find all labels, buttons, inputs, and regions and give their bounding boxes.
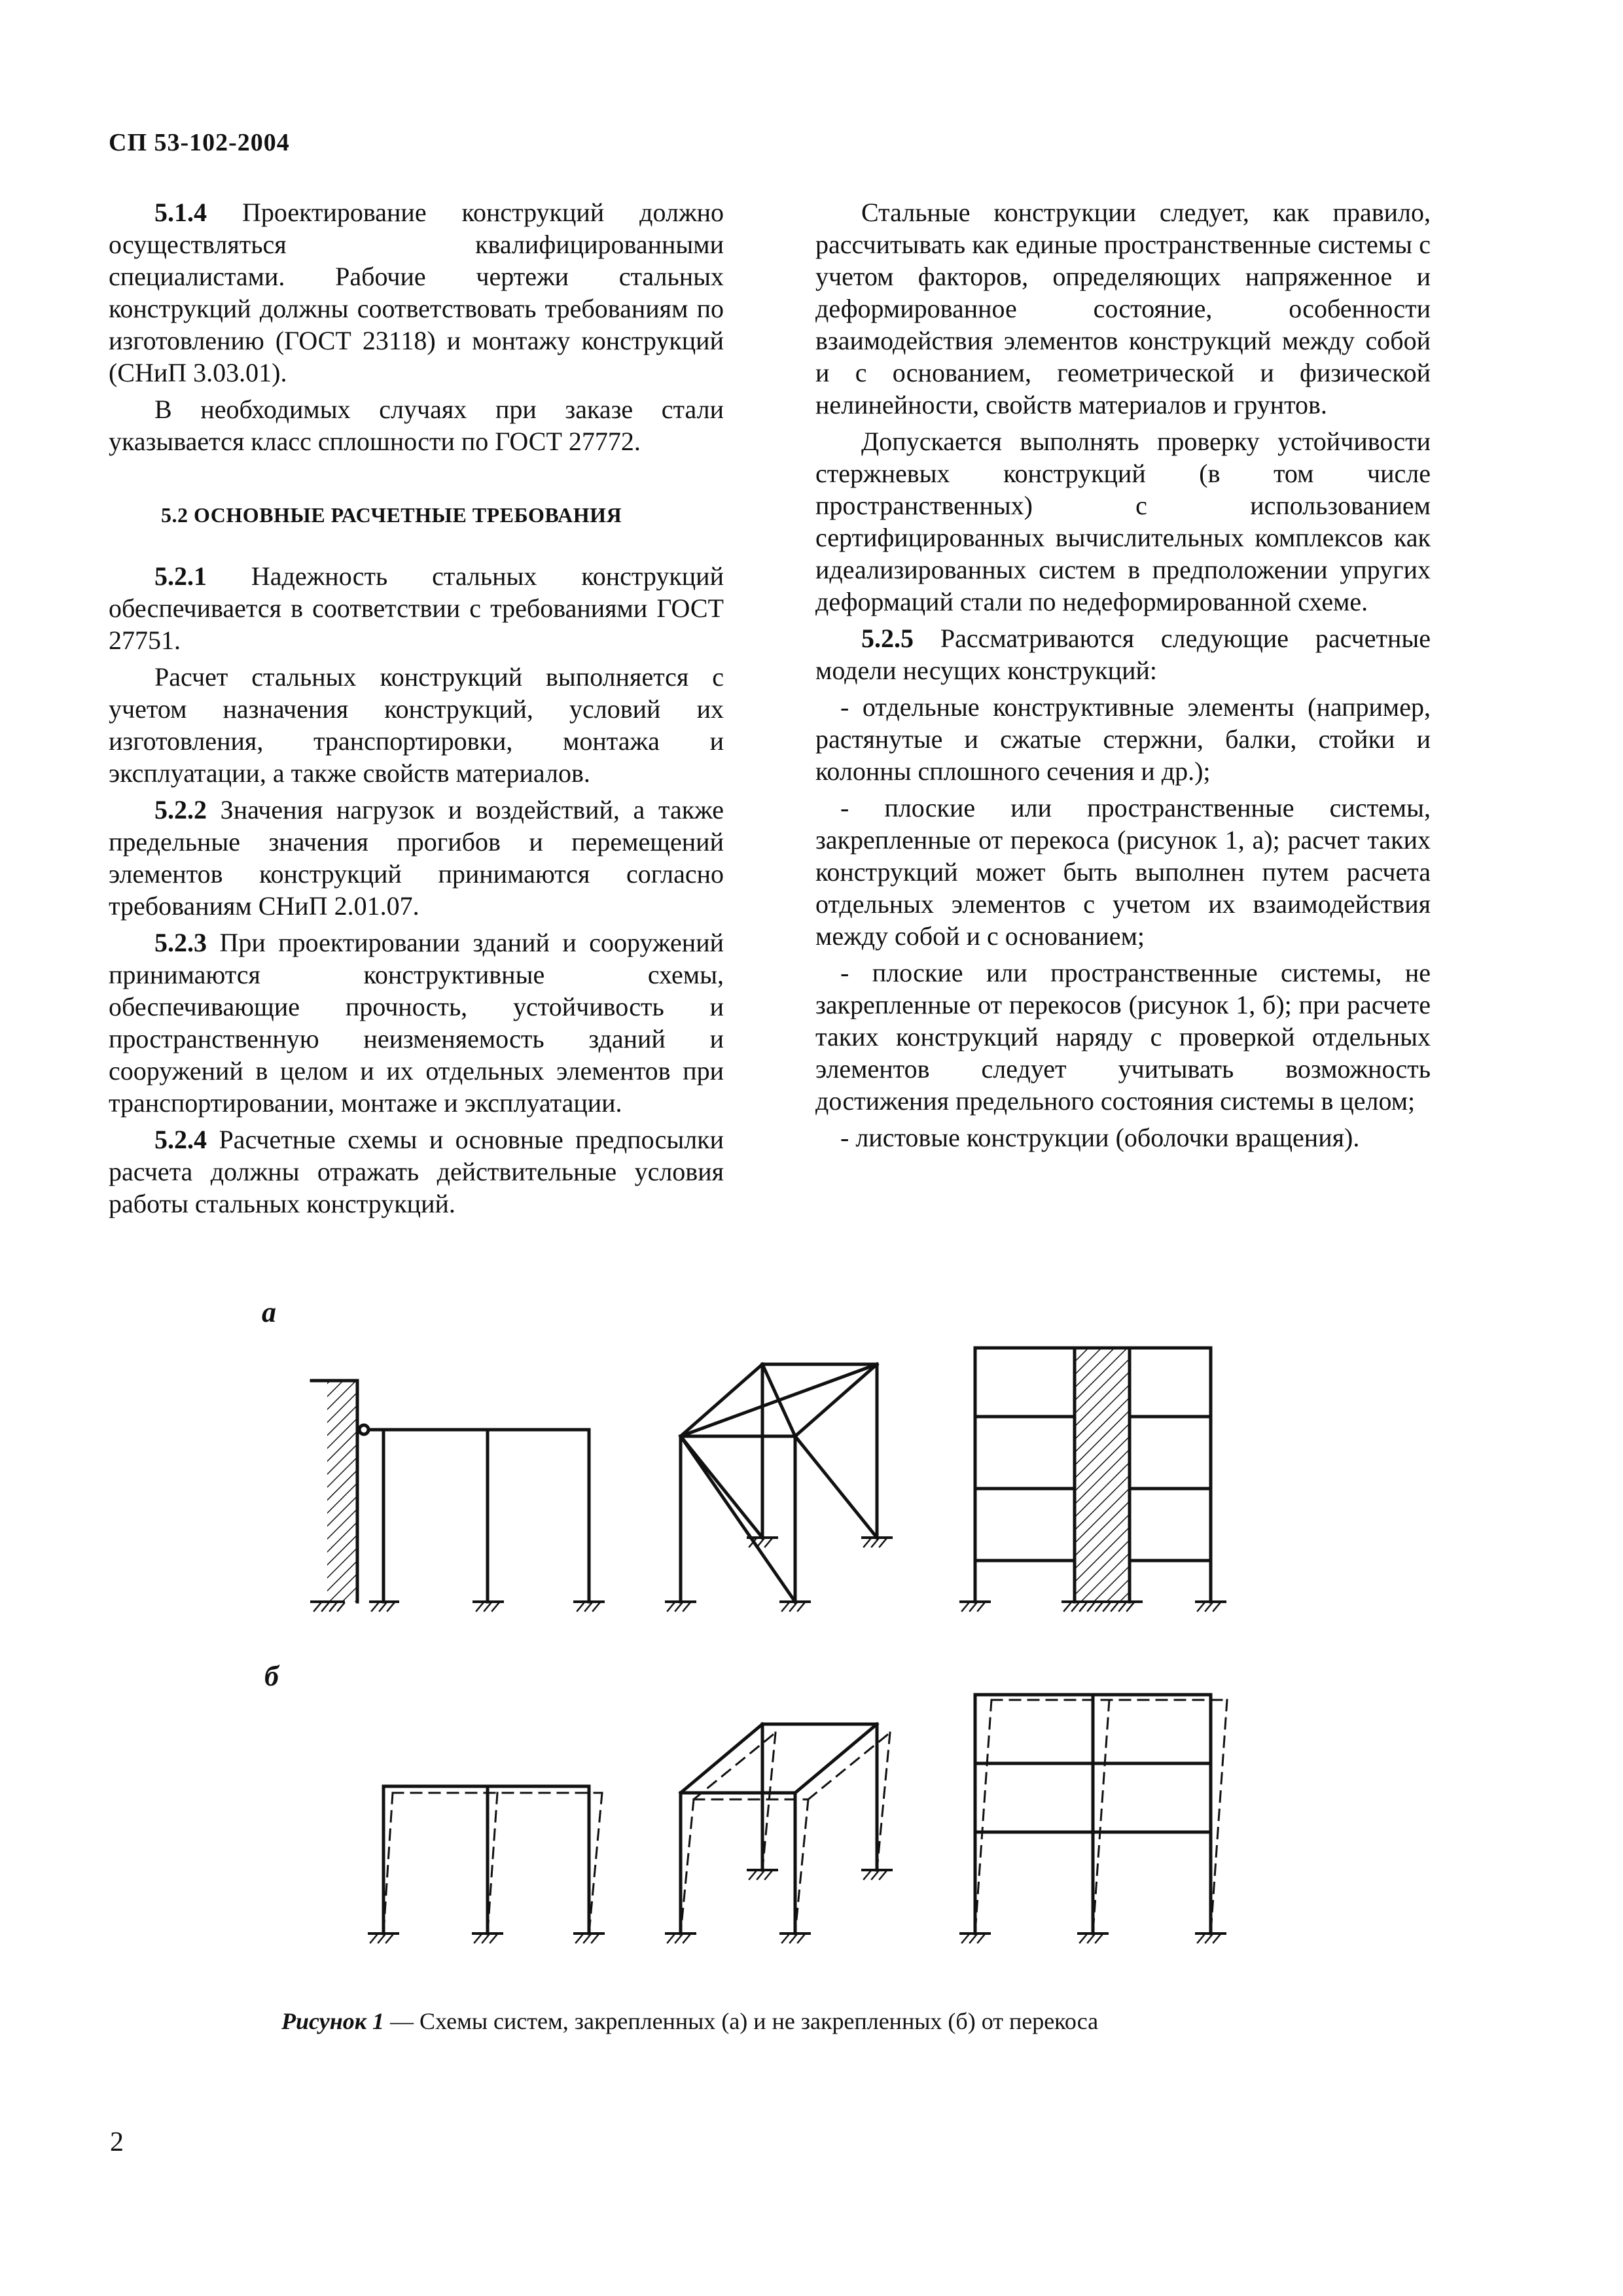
scheme-a1-wall-braced-frame: [312, 1381, 603, 1611]
clause-text: Расчетные схемы и основные предпосылки расчета должны отражать действительные условия работы стальных конструкций.: [109, 1125, 724, 1218]
figure-caption: [281, 2007, 1394, 2035]
caption-text: — Схемы систем, закрепленных (а) и не закрепленных (б) от перекоса: [383, 2008, 1099, 2034]
list-item: - плоские или пространственные системы, не закрепленные от перекосов (рисунок 1, б); при расчете таких конструкций наряду с проверкой отдельных элементов следует учитывать возможность достижения предельного состояния системы в целом;: [815, 958, 1431, 1116]
paragraph-spatial-systems: Стальные конструкции следует, как правило, рассчитывать как единые пространственные системы с учетом факторов, определяющих напряженное и деформированное состояние, особенности взаимодействия элементов конструкций между собой и с основанием, геометрической и физической нелинейности, свойств материалов и грунтов.: [815, 198, 1431, 419]
clause-text: Рассматриваются следующие расчетные модели несущих конструкций:: [815, 624, 1431, 685]
paragraph-continuity-class: В необходимых случаях при заказе стали указывается класс сплошности по ГОСТ 27772.: [109, 395, 724, 456]
clause-text: Значения нагрузок и воздействий, а также предельные значения прогибов и перемещений элементов конструкций принимаются согласно требованиям СНиП 2.01.07.: [109, 795, 724, 921]
clause-number: 5.2.5: [861, 624, 914, 653]
section-heading-5-2: 5.2 ОСНОВНЫЕ РАСЧЕТНЫЕ ТРЕБОВАНИЯ: [161, 503, 622, 527]
scheme-a3-multistorey-with-core: [961, 1348, 1225, 1611]
clause-number: 5.2.1: [154, 561, 207, 591]
clause-text: Проектирование конструкций должно осуществляться квалифицированными специалистами. Рабочие чертежи стальных конструкций должны соответствовать требованиям по изготовлению (ГОСТ 23118) и монтажу конструкций (СНиП 3.03.01).: [109, 198, 724, 387]
scheme-b1-unbraced-frame: [369, 1786, 603, 1943]
scheme-b3-unbraced-multistorey: [961, 1695, 1227, 1943]
list-item: - плоские или пространственные системы, закрепленные от перекоса (рисунок 1, а); расчет таких конструкций может быть выполнен путем расчета отдельных элементов с учетом их взаимодействия между собой и с основанием;: [815, 793, 1431, 951]
scheme-b2-unbraced-space-frame: [666, 1724, 891, 1943]
clause-text: Надежность стальных конструкций обеспечивается в соответствии с требованиями ГОСТ 27751.: [109, 561, 724, 655]
scheme-a2-braced-space-frame: [666, 1364, 891, 1611]
clause-number: 5.2.2: [154, 795, 207, 824]
list-item: - отдельные конструктивные элементы (например, растянутые и сжатые стержни, балки, стойки и колонны сплошного сечения и др.);: [815, 692, 1431, 786]
paragraph-stability-check: Допускается выполнять проверку устойчивости стержневых конструкций (в том числе пространственных) с использованием сертифицированных вычислительных комплексов как идеализированных систем в предположении упругих деформаций стали по недеформированной схеме.: [815, 427, 1431, 616]
clause-number: 5.2.3: [154, 928, 207, 957]
paragraph-calculation-basis: Расчет стальных конструкций выполняется с учетом назначения конструкций, условий их изготовления, транспортировки, монтажа и эксплуатации, а также свойств материалов.: [109, 662, 724, 788]
figure-label-b: б: [264, 1660, 279, 1692]
document-code-header: СП 53-102-2004: [109, 129, 290, 156]
clause-text: При проектировании зданий и сооружений принимаются конструктивные схемы, обеспечивающие прочность, устойчивость и пространственную неизменяемость зданий и сооружений в целом и их отдельных элементов при транспортировании, монтаже и эксплуатации.: [109, 928, 724, 1118]
clause-number: 5.1.4: [154, 198, 207, 227]
page-number: 2: [110, 2127, 124, 2157]
caption-label: Рисунок 1: [281, 2008, 384, 2034]
list-item: - листовые конструкции (оболочки вращения).: [840, 1123, 1360, 1152]
figure-label-a: а: [262, 1296, 276, 1328]
clause-number: 5.2.4: [154, 1125, 207, 1154]
